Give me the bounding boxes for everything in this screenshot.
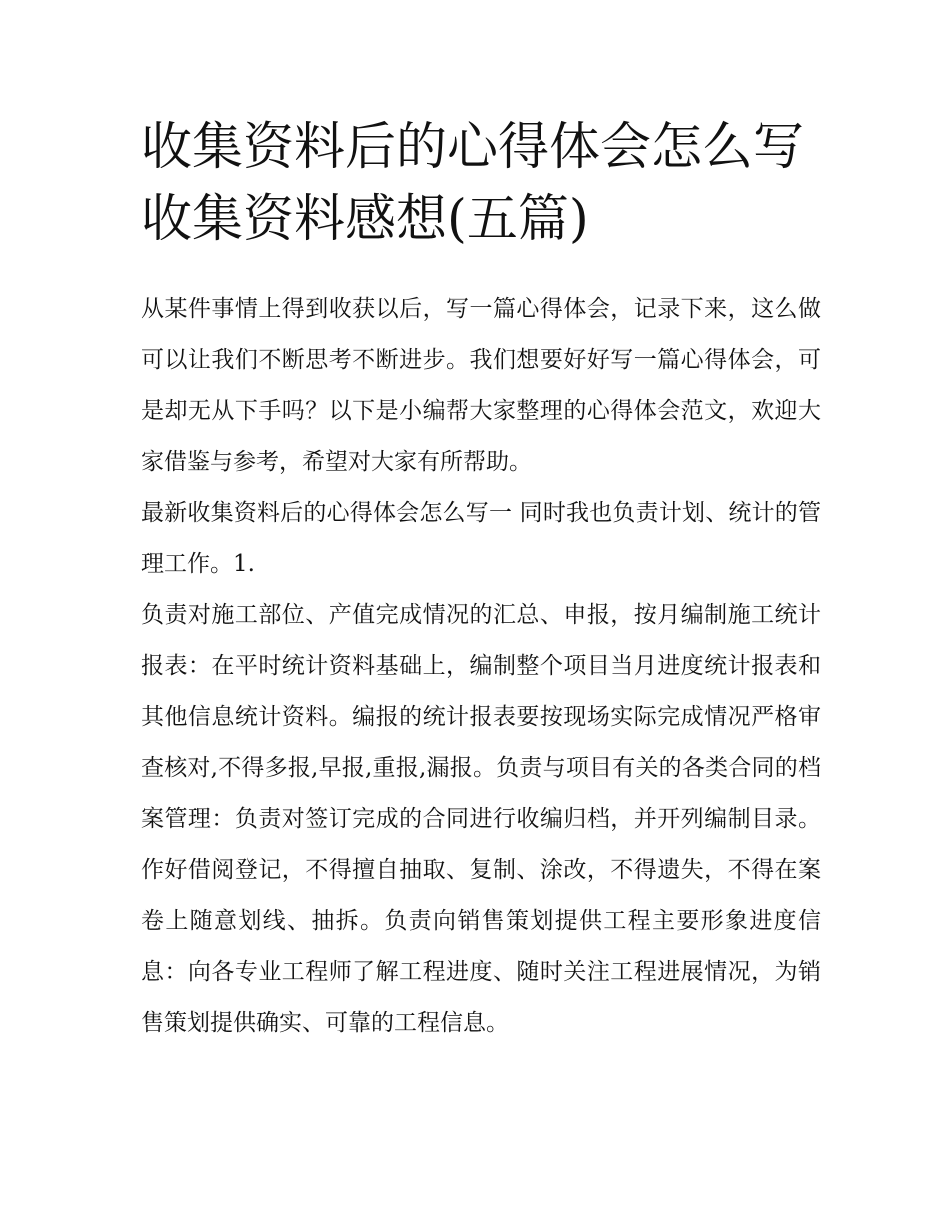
section-heading-paragraph: 最新收集资料后的心得体会怎么写一 同时我也负责计划、统计的管理工作。1.: [141, 500, 821, 577]
document-title: [141, 112, 821, 256]
title-line-2: 收集资料感想(五篇): [141, 190, 589, 249]
title-line-1: 收集资料后的心得体会怎么写: [141, 118, 805, 177]
intro-paragraph: 从某件事情上得到收获以后，写一篇心得体会，记录下来，这么做可以让我们不断思考不断进步。我们想要好好写一篇心得体会，可是却无从下手吗？以下是小编帮大家整理的心得体会范文，欢迎大家借鉴与参考，希望对大家有所帮助。: [141, 296, 821, 475]
body-paragraph: 负责对施工部位、产值完成情况的汇总、申报，按月编制施工统计报表：在平时统计资料基础上，编制整个项目当月进度统计报表和其他信息统计资料。编报的统计报表要按现场实际完成情况严格审查核对,不得多报,早报,重报,漏报。负责与项目有关的各类合同的档案管理：负责对签订完成的合同进行收编归档，并开列编制目录。作好借阅登记，不得擅自抽取、复制、涂改，不得遗失，不得在案卷上随意划线、抽拆。负责向销售策划提供工程主要形象进度信息：向各专业工程师了解工程进度、随时关注工程进展情况，为销售策划提供确实、可靠的工程信息。: [141, 602, 821, 1036]
document-body: [141, 112, 821, 1049]
